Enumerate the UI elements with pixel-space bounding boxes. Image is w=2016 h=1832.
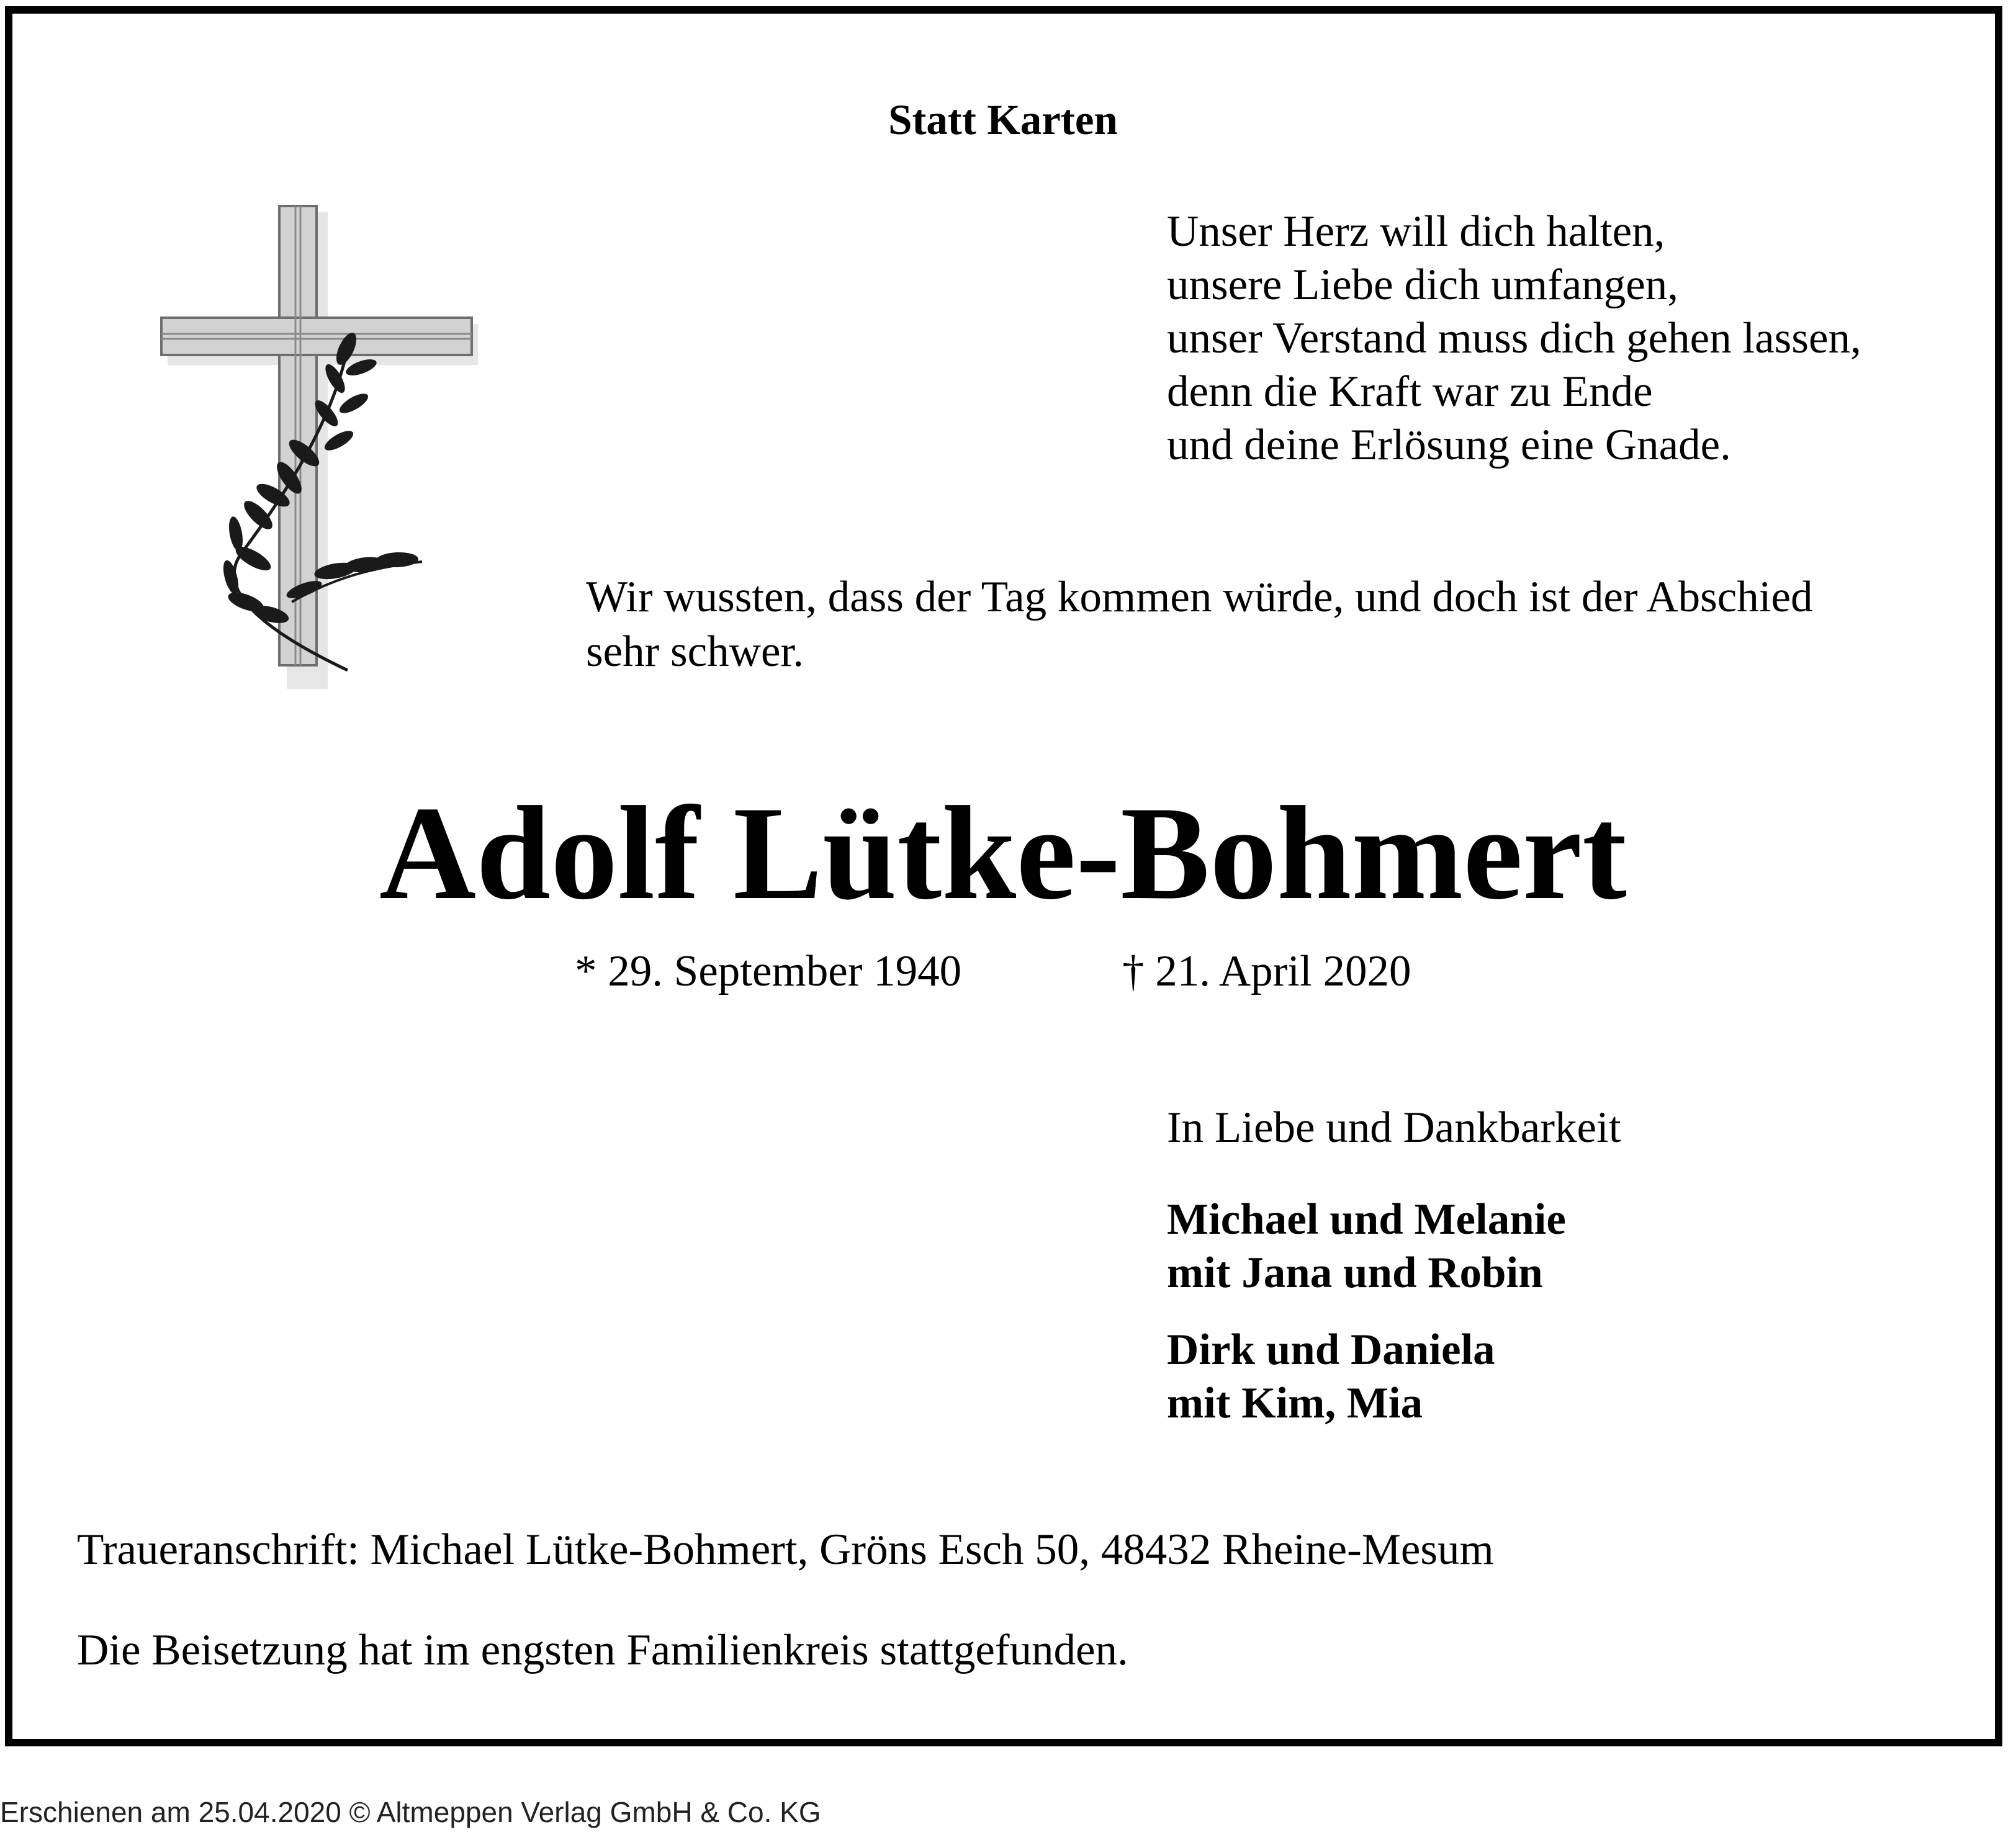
birth-date: * 29. September 1940 [575,947,962,995]
mourner-line: mit Kim, Mia [1167,1379,1423,1427]
death-date: † 21. April 2020 [1122,947,1411,995]
poem-line: unser Verstand muss dich gehen lassen, [1167,314,1861,362]
mourner-line: Dirk und Daniela [1167,1326,1495,1374]
publication-footer: Erschienen am 25.04.2020 © Altmeppen Verlag GmbH & Co. KG [0,1796,821,1828]
heading [0,92,2016,148]
heading-text: Statt Karten [888,96,1118,143]
poem [1167,205,1861,472]
mourning-address: Traueranschrift: Michael Lütke-Bohmert, Gröns Esch 50, 48432 Rheine-Mesum [77,1525,1494,1574]
poem-line: und deine Erlösung eine Gnade. [1167,421,1731,469]
quote [586,570,1813,679]
quote-line: Wir wussten, dass der Tag kommen würde, und doch ist der Abschied [586,573,1813,621]
deceased-name [0,779,2016,927]
cross-with-palm-branch-icon [149,205,484,689]
poem-line: denn die Kraft war zu Ende [1167,367,1653,416]
funeral-notice: Die Beisetzung hat im engsten Familienkreis stattgefunden. [77,1626,1128,1674]
poem-line: unsere Liebe dich umfangen, [1167,261,1679,309]
poem-line: Unser Herz will dich halten, [1167,207,1665,256]
mourner-group [1167,1193,1566,1300]
deceased-name-text: Adolf Lütke-Bohmert [379,779,1627,927]
mourners-intro: In Liebe und Dankbarkeit [1167,1103,1621,1152]
mourner-line: mit Jana und Robin [1167,1249,1543,1297]
mourner-line: Michael und Melanie [1167,1195,1566,1244]
mourner-group [1167,1323,1495,1430]
quote-line: sehr schwer. [586,627,804,676]
